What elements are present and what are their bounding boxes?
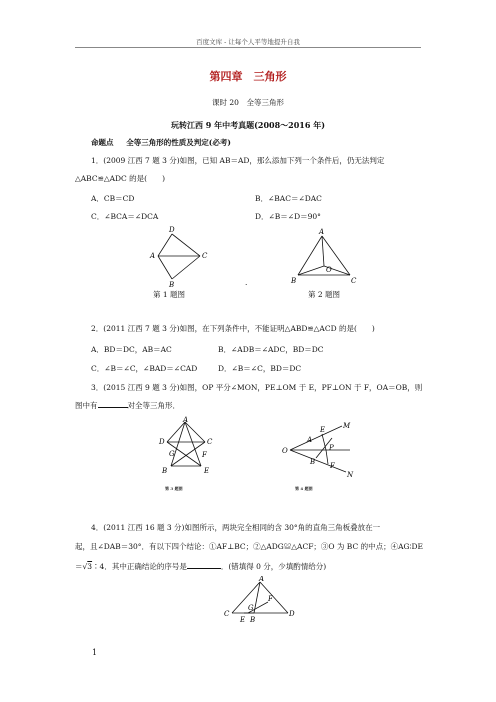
fig4-label-e: E — [320, 426, 326, 434]
q1-line2: △ABC≌△ADC 的是( ) — [75, 174, 166, 183]
fig2-label-a: A — [319, 228, 325, 236]
fig2-caption: 第 2 题图 — [308, 290, 341, 299]
fig3-label-b: B — [162, 467, 168, 475]
page-number: 1 — [92, 648, 98, 657]
q4-line3-pre: ＝ — [75, 562, 83, 571]
q4-answer-blank[interactable] — [187, 562, 221, 569]
section-title: 玩转江西 9 年中考真题(2008～2016 年) — [170, 120, 326, 130]
fig4-label-n: N — [347, 471, 354, 478]
q3-answer-blank[interactable] — [98, 401, 128, 408]
fig1-label-c: C — [202, 252, 208, 260]
q1-option-d: D．∠B＝∠D＝90° — [255, 212, 321, 221]
fig5-label-b: B — [250, 616, 256, 624]
sqrt-sign: √ — [82, 562, 88, 571]
fig5-label-c: C — [224, 610, 230, 618]
q2-option-b: B．∠ADB＝∠ADC，BD＝DC — [218, 345, 324, 354]
q3-line2-pre: 图中有 — [75, 401, 98, 410]
figure-3 — [155, 416, 225, 482]
fig1-label-b: B — [169, 281, 175, 288]
topic-text: 全等三角形的性质及判定(必考) — [126, 138, 231, 147]
q1-option-c: C．∠BCA＝∠DCA — [91, 212, 159, 221]
q2-option-a: A．BD＝DC，AB＝AC — [91, 345, 172, 354]
fig5-label-g: G — [248, 604, 254, 612]
fig5-label-d: D — [289, 610, 295, 618]
fig4-label-o: O — [282, 447, 288, 455]
q4-line3 — [75, 561, 326, 572]
lesson-title: 课时 20 全等三角形 — [212, 98, 284, 107]
fig5-label-e: E — [240, 616, 246, 624]
fig1-label-a: A — [150, 252, 156, 260]
fig3-label-f: F — [202, 451, 207, 459]
fig4-label-a: A — [307, 436, 313, 444]
header-divider — [75, 47, 421, 48]
q1-option-b: B．∠BAC＝∠DAC — [255, 194, 322, 203]
chapter-title: 第四章 三角形 — [209, 70, 287, 83]
q4-line3-post: ∶4．其中正确结论的序号是 — [92, 562, 187, 571]
q4-line2: 起，且∠DAB＝30°．有以下四个结论：①AF⊥BC；②△ADG≌△ACF；③O 为 BC 的中点；④AG∶DE — [75, 542, 423, 551]
fig4-label-b: B — [310, 458, 316, 466]
q2-line1: 2．(2011 江西 7 题 3 分)如图，在下列条件中，不能证明△ABD≌△ACD 的是( ) — [91, 324, 375, 333]
stray-dot: . — [245, 278, 248, 287]
fig3-label-c: C — [207, 438, 213, 446]
fig1-caption: 第 1 题图 — [153, 290, 186, 299]
fig2-label-o: O — [326, 266, 332, 274]
fig2-label-b: B — [291, 277, 297, 285]
figure-1 — [146, 226, 216, 288]
page-header: 百度文库 - 让每个人平等地提升自我 — [196, 38, 300, 46]
fig4-caption: 第 4 题图 — [295, 486, 313, 491]
fig3-label-a: A — [183, 416, 189, 424]
fig3-label-e: E — [204, 467, 210, 475]
topic-label: 命题点 — [91, 138, 114, 147]
fig2-label-c: C — [351, 277, 357, 285]
fig3-label-g: G — [169, 450, 175, 458]
fig1-label-d: D — [169, 226, 175, 234]
q3-line2-post: 对全等三角形． — [127, 401, 180, 410]
q2-option-d: D．∠B＝∠C，BD＝DC — [218, 364, 302, 373]
figure-5 — [222, 576, 298, 636]
fig4-label-f: F — [330, 462, 335, 470]
fig3-caption: 第 3 题图 — [165, 486, 183, 491]
q1-option-a: A．CB＝CD — [91, 194, 135, 203]
q3-line1: 3．(2015 江西 9 题 3 分)如图，OP 平分∠MON，PE⊥OM 于 E，PF⊥ON 于 F，OA＝OB，则 — [91, 383, 423, 392]
fig5-label-a: A — [259, 576, 265, 583]
figure-4 — [280, 420, 360, 478]
sqrt-value: 3 — [87, 562, 93, 571]
q4-line1: 4．(2011 江西 16 题 3 分)如图所示，两块完全相同的含 30°角的直角三角板叠放在一 — [91, 523, 381, 532]
q2-option-c: C．∠B＝∠C，∠BAD＝∠CAD — [91, 364, 198, 373]
topic-line — [91, 137, 231, 148]
q4-line3-end: ．(错填得 0 分，少填酌情给分) — [220, 562, 327, 571]
fig5-label-f: F — [268, 595, 273, 603]
fig4-label-m: M — [343, 422, 351, 430]
fig4-label-p: P — [329, 444, 334, 452]
fig3-label-d: D — [159, 438, 165, 446]
q1-line1: 1．(2009 江西 7 题 3 分)如图，已知 AB＝AD，那么添加下列一个条件后，仍无法判定 — [91, 156, 385, 165]
q3-line2 — [75, 400, 180, 411]
figure-2 — [288, 228, 360, 288]
